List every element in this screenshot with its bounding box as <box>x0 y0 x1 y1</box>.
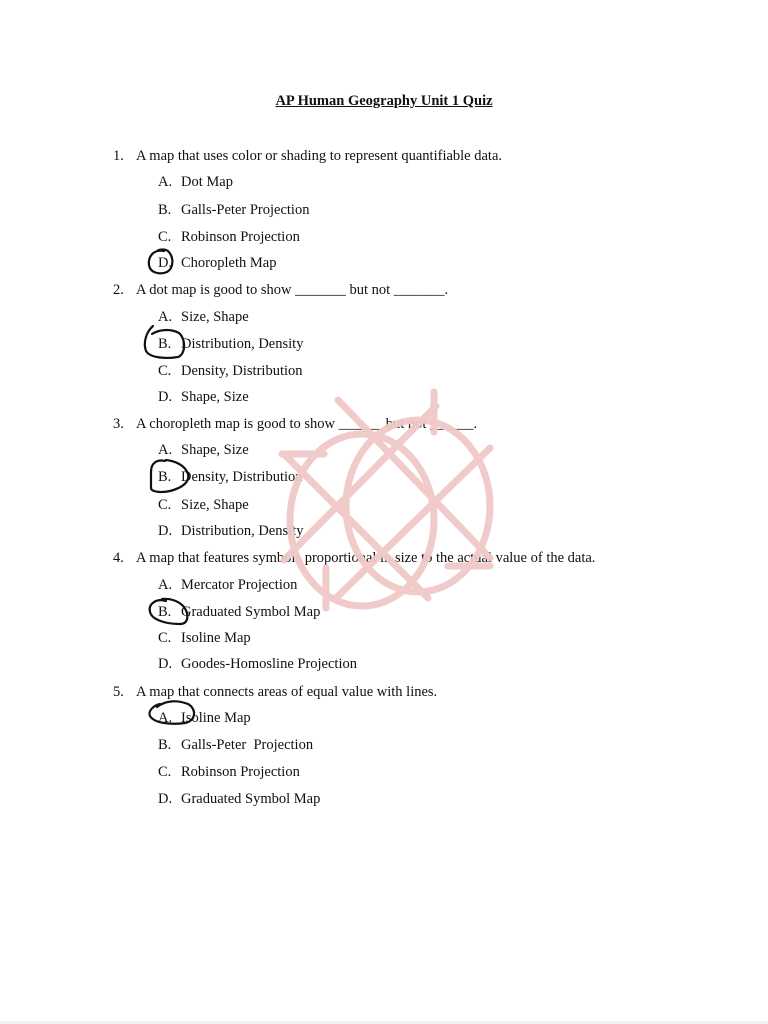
q4-option-a-letter: A. <box>158 577 173 593</box>
q5-option-a-text: Isoline Map <box>181 710 251 726</box>
q2-option-c-letter: C. <box>158 363 172 379</box>
question-2-number: 2. <box>113 282 124 298</box>
q5-option-b-text: Galls-Peter Projection <box>181 737 314 753</box>
question-4-number: 4. <box>113 550 124 566</box>
question-4-text: A map that features symbols proportional in size to the actual value of the data. <box>136 550 596 566</box>
q4-option-b-text: Graduated Symbol Map <box>181 604 321 620</box>
q3-option-a-text: Shape, Size <box>181 442 249 458</box>
q3-option-c-text: Size, Shape <box>181 497 249 513</box>
q1-option-d-text: Choropleth Map <box>181 255 277 271</box>
question-5-text: A map that connects areas of equal value with lines. <box>136 684 438 700</box>
q5-option-c-text: Robinson Projection <box>181 764 300 780</box>
q4-option-d-text: Goodes-Homosline Projection <box>181 656 357 672</box>
q2-option-d-text: Shape, Size <box>181 389 249 405</box>
q1-option-c-letter: C. <box>158 229 172 245</box>
q5-option-d-text: Graduated Symbol Map <box>181 791 321 807</box>
q5-option-a-letter: A. <box>158 710 173 726</box>
q3-option-b-text: Density, Distribution <box>181 469 303 485</box>
q2-option-a-text: Size, Shape <box>181 309 249 325</box>
q2-option-b-letter: B. <box>158 336 172 352</box>
question-1-number: 1. <box>113 148 124 164</box>
q3-option-c-letter: C. <box>158 497 172 513</box>
q1-option-b-text: Galls-Peter Projection <box>181 202 310 218</box>
q1-option-a-text: Dot Map <box>181 174 233 190</box>
question-3-text: A choropleth map is good to show ______ but not ______. <box>136 416 478 432</box>
q4-option-c-text: Isoline Map <box>181 630 251 646</box>
q1-option-a-letter: A. <box>158 174 173 190</box>
q4-option-b-letter: B. <box>158 604 172 620</box>
q2-option-b-text: Distribution, Density <box>181 336 304 352</box>
q2-option-d-letter: D. <box>158 389 173 405</box>
q4-option-a-text: Mercator Projection <box>181 577 298 593</box>
q2-option-c-text: Density, Distribution <box>181 363 303 379</box>
question-5-number: 5. <box>113 684 124 700</box>
q3-option-a-letter: A. <box>158 442 173 458</box>
q1-option-d-letter: D. <box>158 255 173 271</box>
question-3-number: 3. <box>113 416 124 432</box>
recycle-logo-icon <box>278 388 496 613</box>
quiz-title: AP Human Geography Unit 1 Quiz <box>275 93 493 109</box>
q3-option-b-letter: B. <box>158 469 172 485</box>
q2-option-a-letter: A. <box>158 309 173 325</box>
question-1-text: A map that uses color or shading to represent quantifiable data. <box>136 148 503 164</box>
q3-option-d-text: Distribution, Density <box>181 523 304 539</box>
q4-option-c-letter: C. <box>158 630 172 646</box>
q5-option-c-letter: C. <box>158 764 172 780</box>
q3-option-d-letter: D. <box>158 523 173 539</box>
q4-option-d-letter: D. <box>158 656 173 672</box>
q1-option-c-text: Robinson Projection <box>181 229 300 245</box>
q5-option-b-letter: B. <box>158 737 172 753</box>
question-2-text: A dot map is good to show _______ but not _______. <box>136 282 449 298</box>
q1-option-b-letter: B. <box>158 202 172 218</box>
q5-option-d-letter: D. <box>158 791 173 807</box>
